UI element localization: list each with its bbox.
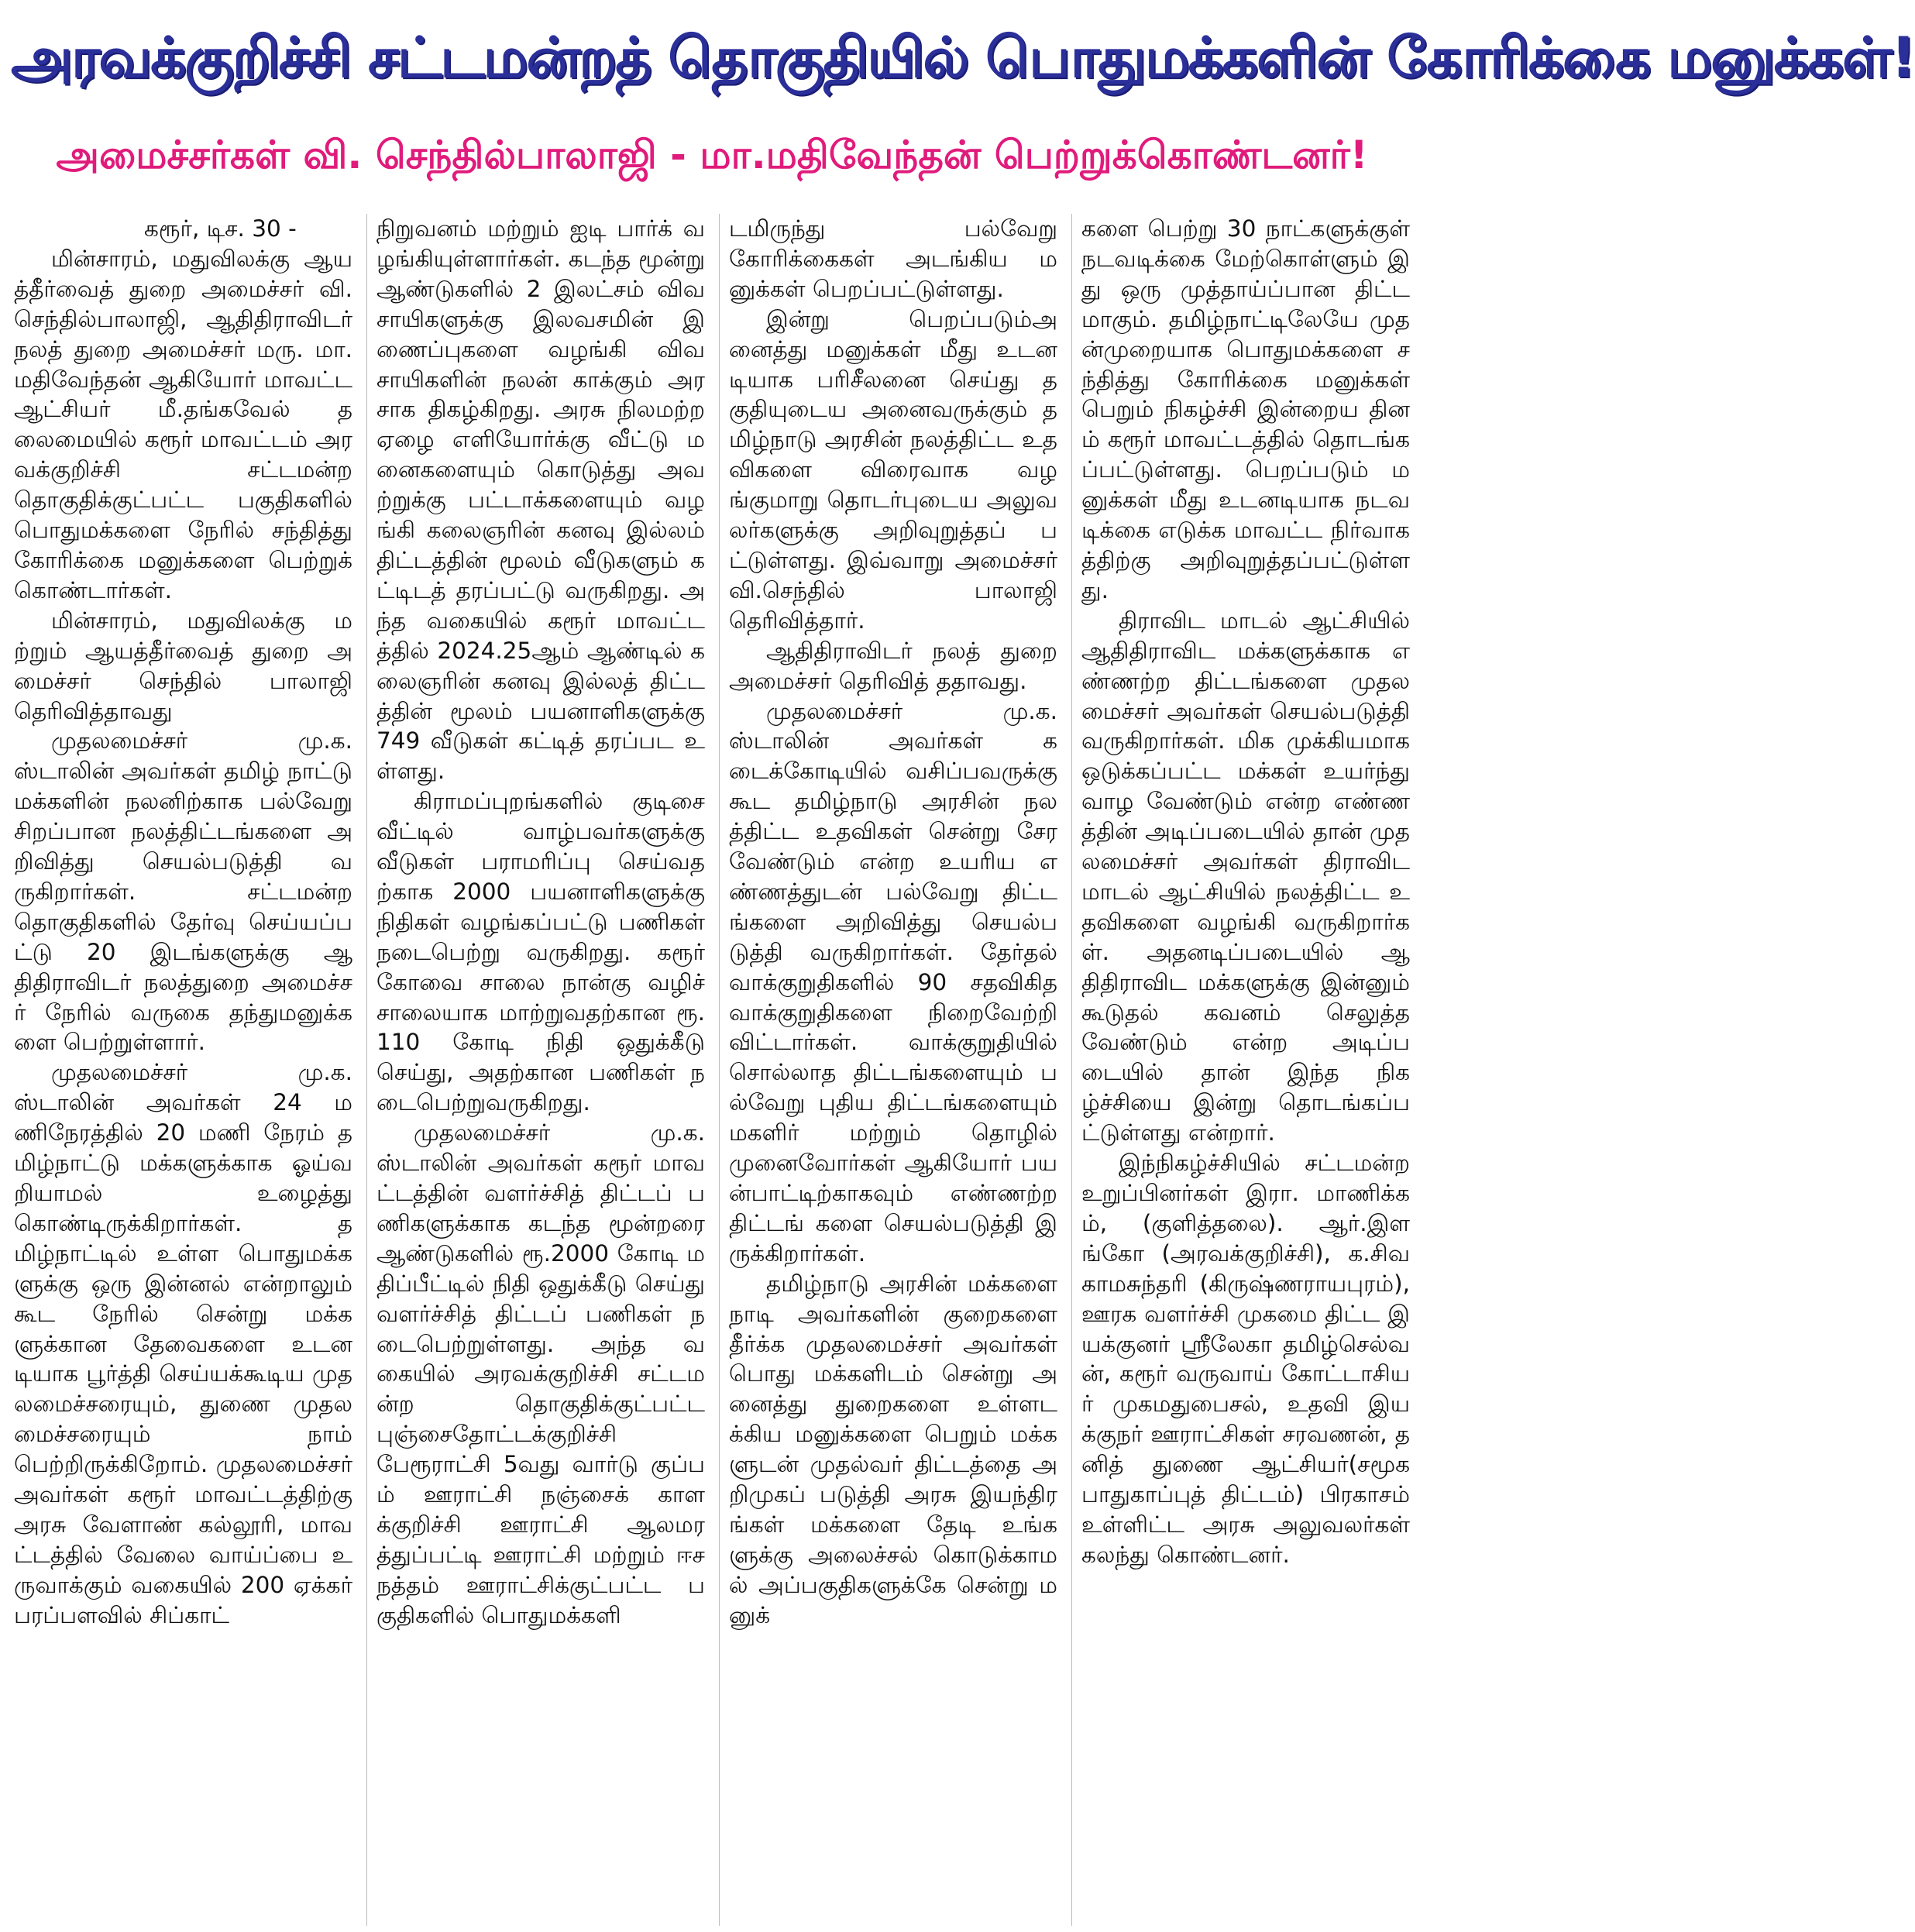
paragraph: இந்நிகழ்ச்சியில் சட்டமன்ற உறுப்பினர்கள் இரா. மாணிக்கம், (குளித்தலை). ஆர்.இளங்கோ (அரவக்குறிச்சி), க.சிவகாமசுந்தரி (கிருஷ்ணராயபுரம்), ஊரக வளர்ச்சி முகமை திட்ட இயக்குனர் ஸ்ரீலேகா தமிழ்செல்வன், கரூர் வருவாய் கோட்டாசியர் முகமதுபைசல், உதவி இயக்குநர் ஊராட்சிகள் சரவணன், தனித் துணை ஆட்சியர்(சமூக பாதுகாப்புத் திட்டம்) பிரகாசம் உள்ளிட்ட அரசு அலுவலர்கள் கலந்து கொண்டனர். xyxy=(1081,1150,1410,1568)
dateline: கரூர், டிச. 30 - xyxy=(144,215,297,242)
paragraph: முதலமைச்சர் மு.க.ஸ்டாலின் அவர்கள் கடைக்கோடியில் வசிப்பவருக்கு கூட தமிழ்நாடு அரசின் நலத்திட்ட உதவிகள் சென்று சேர வேண்டும் என்ற உயரிய எண்ணத்துடன் பல்வேறு திட்டங்களை அறிவித்து செயல்படுத்தி வருகிறார்கள். தேர்தல் வாக்குறுதிகளில் 90 சதவிகித வாக்குறுதிகளை நிறைவேற்றி விட்டார்கள். வாக்குறுதியில் சொல்லாத திட்டங்களையும் பல்வேறு புதிய திட்டங்களையும் மகளிர் மற்றும் தொழில் முனைவோர்கள் ஆகியோர் பயன்பாட்டிற்காகவும் எண்ணற்ற திட்டங் களை செயல்படுத்தி இருக்கிறார்கள். xyxy=(729,697,1057,1267)
headline: அரவக்குறிச்சி சட்டமன்றத் தொகுதியில் பொதுமக்களின் கோரிக்கை மனுக்கள்! xyxy=(11,25,1915,90)
paragraph: களை பெற்று 30 நாட்களுக்குள் நடவடிக்கை மேற்கொள்ளும் இது ஒரு முத்தாய்ப்பான திட்டமாகும். தமிழ்நாட்டிலேயே முதன்முறையாக பொதுமக்களை சந்தித்து கோரிக்கை மனுக்கள் பெறும் நிகழ்ச்சி இன்றைய தினம் கரூர் மாவட்டத்தில் தொடங்கப்பட்டுள்ளது. பெறப்படும் மனுக்கள் மீது உடனடியாக நடவடிக்கை எடுக்க மாவட்ட நிர்வாகத்திற்கு அறிவுறுத்தப்பட்டுள்ளது. xyxy=(1081,215,1410,603)
article-column-3 xyxy=(719,214,1057,1926)
paragraph: மின்சாரம், மதுவிலக்கு ஆயத்தீர்வைத் துறை அமைச்சர் வி. செந்தில்பாலாஜி, ஆதிதிராவிடர் நலத் துறை அமைச்சர் மரு. மா.மதிவேந்தன் ஆகியோர் மாவட்ட ஆட்சியர் மீ.தங்கவேல் தலைமையில் கரூர் மாவட்டம் அரவக்குறிச்சி சட்டமன்ற தொகுதிக்குட்பட்ட பகுதிகளில் பொதுமக்களை நேரில் சந்தித்து கோரிக்கை மனுக்களை பெற்றுக் கொண்டார்கள். xyxy=(14,245,352,603)
paragraph: இன்று பெறப்படும்அனைத்து மனுக்கள் மீது உடனடியாக பரிசீலனை செய்து தகுதியுடைய அனைவருக்கும் தமிழ்நாடு அரசின் நலத்திட்ட உதவிகளை விரைவாக வழங்குமாறு தொடர்புடைய அலுவலர்களுக்கு அறிவுறுத்தப் பட்டுள்ளது. இவ்வாறு அமைச்சர் வி.செந்தில் பாலாஜி தெரிவித்தார். xyxy=(729,305,1057,634)
paragraph: முதலமைச்சர் மு.க. ஸ்டாலின் அவர்கள் 24 மணிநேரத்தில் 20 மணி நேரம் தமிழ்நாட்டு மக்களுக்காக ஓய்வறியாமல் உழைத்து கொண்டிருக்கிறார்கள். தமிழ்நாட்டில் உள்ள பொதுமக்களுக்கு ஒரு இன்னல் என்றாலும் கூட நேரில் சென்று மக்களுக்கான தேவைகளை உடனடியாக பூர்த்தி செய்யக்கூடிய முதலமைச்சரையும், துணை முதலமைச்சரையும் நாம் பெற்றிருக்கிறோம். முதலமைச்சர் அவர்கள் கரூர் மாவட்டத்திற்கு அரசு வேளாண் கல்லூரி, மாவட்டத்தில் வேலை வாய்ப்பை உருவாக்கும் வகையில் 200 ஏக்கர் பரப்பளவில் சிப்காட் xyxy=(14,1059,352,1628)
subheadline: அமைச்சர்கள் வி. செந்தில்பாலாஜி - மா.மதிவேந்தன் பெற்றுக்கொண்டனர்! xyxy=(56,132,1368,177)
paragraph: டமிருந்து பல்வேறு கோரிக்கைகள் அடங்கிய மனுக்கள் பெறப்பட்டுள்ளது. xyxy=(729,215,1057,302)
article-column-4 xyxy=(1071,214,1410,1926)
article-column-2 xyxy=(366,214,705,1926)
paragraph: மின்சாரம், மதுவிலக்கு மற்றும் ஆயத்தீர்வைத் துறை அமைச்சர் செந்தில் பாலாஜி தெரிவித்தாவது xyxy=(14,607,352,724)
paragraph: தமிழ்நாடு அரசின் மக்களை நாடி அவர்களின் குறைகளை தீர்க்க முதலமைச்சர் அவர்கள் பொது மக்களிடம் சென்று அனைத்து துறைகளை உள்ளடக்கிய மனுக்களை பெறும் மக்களுடன் முதல்வர் திட்டத்தை அறிமுகப் படுத்தி அரசு இயந்திரங்கள் மக்களை தேடி உங்களுக்கு அலைச்சல் கொடுக்காமல் அப்பகுதிகளுக்கே சென்று மனுக் xyxy=(729,1270,1057,1628)
paragraph: முதலமைச்சர் மு.க. ஸ்டாலின் அவர்கள் தமிழ் நாட்டு மக்களின் நலனிற்காக பல்வேறு சிறப்பான நலத்திட்டங்களை அறிவித்து செயல்படுத்தி வருகிறார்கள். சட்டமன்ற தொகுதிகளில் தேர்வு செய்யப்பட்டு 20 இடங்களுக்கு ஆதிதிராவிடர் நலத்துறை அமைச்சர் நேரில் வருகை தந்துமனுக்களை பெற்றுள்ளார். xyxy=(14,727,352,1056)
paragraph: கிராமப்புறங்களில் குடிசை வீட்டில் வாழ்பவர்களுக்கு வீடுகள் பராமரிப்பு செய்வதற்காக 2000 பயனாளிகளுக்கு நிதிகள் வழங்கப்பட்டு பணிகள் நடைபெற்று வருகிறது. கரூர் கோவை சாலை நான்கு வழிச் சாலையாக மாற்றுவதற்கான ரூ.110 கோடி நிதி ஒதுக்கீடு செய்து, அதற்கான பணிகள் நடைபெற்றுவருகிறது. xyxy=(376,788,705,1116)
article-column-1 xyxy=(14,214,352,1926)
article-body xyxy=(14,214,1410,1926)
paragraph: திராவிட மாடல் ஆட்சியில் ஆதிதிராவிட மக்களுக்காக எண்ணற்ற திட்டங்களை முதலமைச்சர் அவர்கள் செயல்படுத்தி வருகிறார்கள். மிக முக்கியமாக ஒடுக்கப்பட்ட மக்கள் உயர்ந்து வாழ வேண்டும் என்ற எண்ணத்தின் அடிப்படையில் தான் முதலமைச்சர் அவர்கள் திராவிட மாடல் ஆட்சியில் நலத்திட்ட உதவிகளை வழங்கி வருகிறார்கள். அதனடிப்படையில் ஆதிதிராவிட மக்களுக்கு இன்னும் கூடுதல் கவனம் செலுத்த வேண்டும் என்ற அடிப்படையில் தான் இந்த நிகழ்ச்சியை இன்று தொடங்கப்பட்டுள்ளது என்றார். xyxy=(1081,607,1410,1146)
paragraph: முதலமைச்சர் மு.க. ஸ்டாலின் அவர்கள் கரூர் மாவட்டத்தின் வளர்ச்சித் திட்டப் பணிகளுக்காக கடந்த மூன்றரை ஆண்டுகளில் ரூ.2000 கோடி மதிப்பீட்டில் நிதி ஒதுக்கீடு செய்து வளர்ச்சித் திட்டப் பணிகள் நடைபெற்றுள்ளது. அந்த வகையில் அரவக்குறிச்சி சட்டமன்ற தொகுதிக்குட்பட்ட புஞ்சைதோட்டக்குறிச்சி பேரூராட்சி 5வது வார்டு குப்பம் ஊராட்சி நஞ்சைக் காளக்குறிச்சி ஊராட்சி ஆலமரத்துப்பட்டி ஊராட்சி மற்றும் ஈசநத்தம் ஊராட்சிக்குட்பட்ட பகுதிகளில் பொதுமக்களி xyxy=(376,1119,705,1628)
paragraph: நிறுவனம் மற்றும் ஐடி பார்க் வழங்கியுள்ளார்கள். கடந்த மூன்று ஆண்டுகளில் 2 இலட்சம் விவசாயிகளுக்கு இலவசமின் இணைப்புகளை வழங்கி விவசாயிகளின் நலன் காக்கும் அரசாக திகழ்கிறது. அரசு நிலமற்ற ஏழை எளியோர்க்கு வீட்டு மனைகளையும் கொடுத்து அவற்றுக்கு பட்டாக்களையும் வழங்கி கலைஞரின் கனவு இல்லம் திட்டத்தின் மூலம் வீடுகளும் கட்டிடத் தரப்பட்டு வருகிறது. அந்த வகையில் கரூர் மாவட்டத்தில் 2024.25ஆம் ஆண்டில் கலைஞரின் கனவு இல்லத் திட்டத்தின் மூலம் பயனாளிகளுக்கு 749 வீடுகள் கட்டித் தரப்பட உள்ளது. xyxy=(376,215,705,785)
paragraph: ஆதிதிராவிடர் நலத் துறை அமைச்சர் தெரிவித் ததாவது. xyxy=(729,637,1057,694)
